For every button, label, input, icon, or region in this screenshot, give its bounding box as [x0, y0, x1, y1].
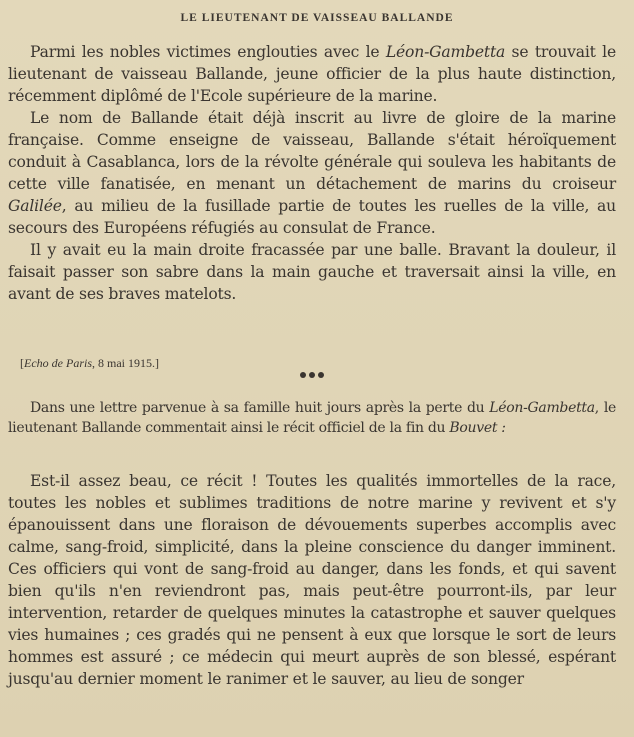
separator-dot — [300, 372, 306, 378]
intro-paragraph: Dans une lettre parvenue à sa famille huit jours après la perte du Léon-Gambetta, le lieutenant Ballande commentait ainsi le récit officiel de la fin du Bouvet : — [8, 400, 616, 436]
separator-dot — [318, 372, 324, 378]
paragraph: Le nom de Ballande était déjà inscrit au livre de gloire de la marine française. Comme enseigne de vaisseau, Ballande s'était héroïquement conduit à Casablanca, lors de la révolte générale qui souleva les habitants de cette ville fanatisée, en menant un détachement de marins du croiseur Galilée, au milieu de la fusillade partie de toutes les ruelles de la ville, au secours des Européens réfugiés au consulat de France. — [8, 109, 616, 237]
separator-dot — [309, 372, 315, 378]
paragraph: Parmi les nobles victimes englouties avec le Léon-Gambetta se trouvait le lieutenant de vaisseau Ballande, jeune officier de la plus haute distinction, récemment diplômé de l'Ecole supérieure de la marine. — [8, 43, 616, 105]
citation: [Echo de Paris, 8 mai 1915.] — [20, 356, 159, 370]
letter-quote — [8, 470, 616, 690]
paragraph: Est-il assez beau, ce récit ! Toutes les qualités immortelles de la race, toutes les nobles et sublimes traditions de notre marine y revivent et s'y épanouissent dans une floraison de dévouements superbes accomplis avec calme, sang-froid, simplicité, dans la pleine conscience du danger imminent. Ces officiers qui vont de sang-froid au danger, dans les fonds, et qui savent bien qu'ils n'en reviendront pas, mais peut-être pourront-ils, par leur intervention, retarder de quelques minutes la catastrophe et sauver quelques vies humaines ; ces gradés qui ne pensent à eux que lorsque le sort de leurs hommes est assuré ; ce médecin qui meurt auprès de son blessé, espérant jusqu'au dernier moment le ranimer et le sauver, au lieu de songer — [8, 472, 616, 688]
running-head: LE LIEUTENANT DE VAISSEAU BALLANDE — [180, 12, 454, 24]
ship-name: Léon-Gambetta — [489, 400, 595, 416]
ship-name: Galilée — [8, 197, 62, 215]
paragraph: Il y avait eu la main droite fracassée par une balle. Bravant la douleur, il faisait passer son sabre dans la main gauche et traversait ainsi la ville, en avant de ses braves matelots. — [8, 241, 616, 303]
article-body — [8, 41, 616, 305]
ship-name: Léon-Gambetta — [385, 43, 506, 61]
ship-name: Bouvet : — [449, 420, 506, 436]
citation-source: Echo de Paris — [24, 356, 92, 370]
letter-intro — [8, 398, 616, 438]
section-separator — [300, 372, 324, 378]
